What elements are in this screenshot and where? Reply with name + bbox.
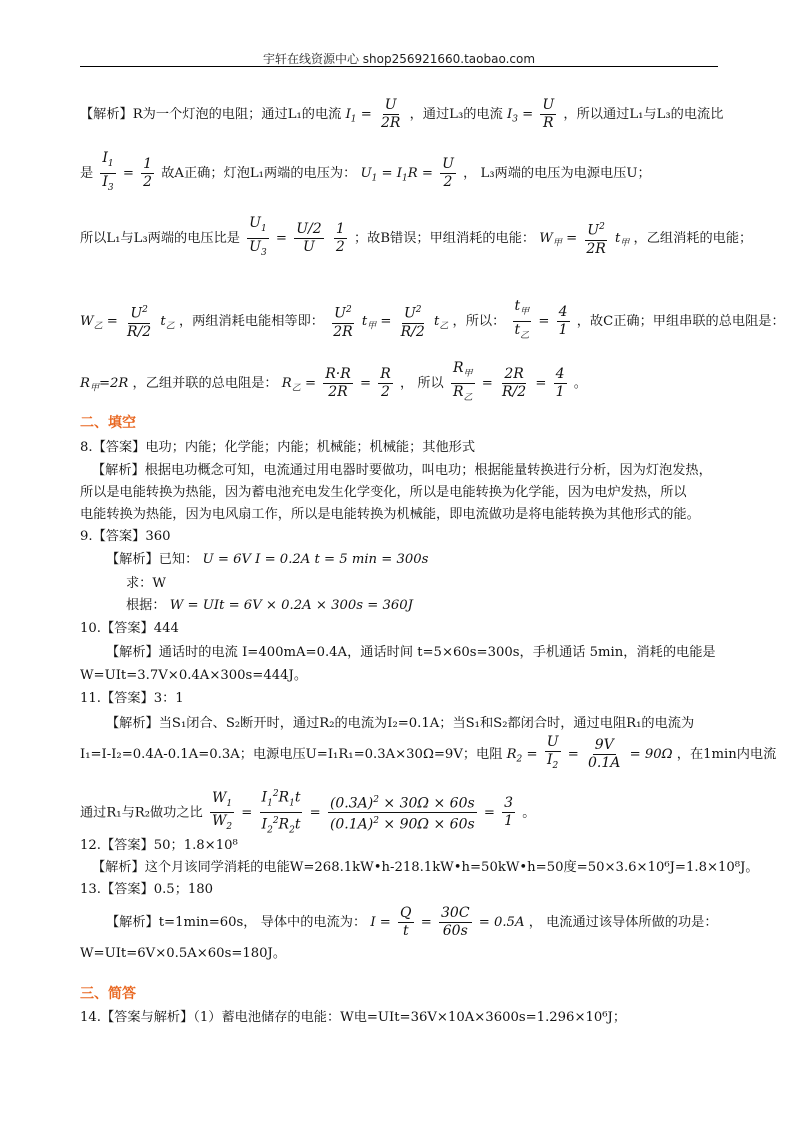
fraction: $\frac{30C}{60s}$ (441, 905, 470, 939)
q7-text: ，故C正确；甲组串联的总电阻是： (576, 313, 785, 329)
formula: = (275, 230, 287, 246)
q9-known-label: 【解析】已知： (106, 552, 199, 567)
q11-analysis-3 (80, 786, 535, 840)
q7-line-2 (80, 150, 651, 197)
q9-find: 求：W (126, 576, 166, 591)
q9-known (106, 548, 428, 567)
q9-known-values: U = 6V I = 0.2A t = 5 min = 300s (202, 552, 429, 567)
formula: $U_1 = I_1R$ = (360, 165, 433, 184)
q7-text: ，所以通过L₁与L₃的电流比 (563, 107, 724, 122)
formula: $t_乙$ (434, 313, 449, 332)
q11-text: 。 (522, 805, 536, 821)
fraction: $\frac{Q}{t}$ (400, 905, 412, 939)
fraction: $\frac{U_1}{U_3}$ (249, 215, 267, 258)
q7-text: ，乙组消耗的电能； (633, 230, 753, 246)
q7-text: 所以L₁与L₃两端的电压比是 (80, 230, 240, 246)
formula: = (309, 805, 321, 821)
q11-answer: 11.【答案】3：1 (80, 691, 184, 706)
q12-answer: 12.【答案】50；1.8×10⁸ (80, 838, 238, 853)
formula: = (122, 165, 134, 181)
formula: $I_3$ = (507, 107, 534, 125)
q7-line-5 (80, 360, 587, 407)
q9-answer: 9.【答案】360 (80, 529, 171, 544)
formula: $R_2$ = (506, 746, 538, 765)
fraction: $\frac{1}{2}$ (335, 220, 345, 255)
fraction: $\frac{R}{2}$ (380, 365, 391, 400)
q11-text: ，在1min内电流 (676, 746, 777, 762)
fraction: $\frac{R_甲}{R_乙}$ (452, 360, 473, 403)
formula: = 0.5A (478, 915, 525, 930)
formula: $t_甲$ (614, 230, 630, 249)
fraction: $\frac{4}{1}$ (555, 365, 565, 400)
fraction: $\frac{9V}{0.1A}$ (588, 736, 621, 771)
fraction: $\frac{U^2}{2R}$ (331, 302, 354, 341)
formula: $t_乙$ (160, 313, 175, 332)
formula: = (241, 805, 253, 821)
fraction: $\frac{I_1}{I_3}$ (102, 150, 114, 193)
fraction: $\frac{4}{1}$ (558, 303, 568, 338)
fraction: $\frac{W_1}{W_2}$ (211, 789, 233, 833)
q11-analysis-2 (80, 734, 776, 775)
formula: = (535, 375, 547, 391)
q13-analysis-2: W=UIt=6V×0.5A×60s=180J。 (80, 946, 287, 961)
fraction: $\frac{U}{R}$ (542, 97, 555, 131)
formula: = (420, 915, 432, 930)
formula: = 90Ω (629, 746, 673, 762)
formula: $R_乙$ = (281, 375, 316, 394)
formula: $I_1$ = (345, 107, 372, 125)
q11-analysis-1: 【解析】当S₁闭合、S₂断开时，通过R₂的电流为I₂=0.1A；当S₁和S₂都闭合时，通过电阻R₁的电流为 (106, 716, 695, 731)
q10-analysis-2: W=UIt=3.7V×0.4A×300s=444J。 (80, 668, 308, 683)
formula: = (481, 375, 493, 391)
q8-analysis-3: 电能转换为热能，因为电风扇工作，所以是电能转换为机械能，即电流做功是将电能转换为其他形式的能。 (80, 507, 700, 522)
q7-text: 。 (573, 375, 587, 391)
page-header: 宇轩在线资源中心 shop256921660.taobao.com (262, 52, 536, 66)
q8-analysis-1: 【解析】根据电功概念可知，电流通过用电器时要做功，叫电功；根据能量转换进行分析，因为灯泡发热， (92, 463, 712, 478)
fraction: $\frac{U}{2}$ (442, 155, 454, 190)
formula: = (567, 746, 579, 762)
q7-text: ；故B错误；甲组消耗的电能： (353, 230, 536, 246)
q7-line-4 (80, 298, 785, 345)
q14-analysis-1: 14.【答案与解析】（1）蓄电池储存的电能：W电=UIt=36V×10A×3600s=1.296×10⁶J； (80, 1010, 627, 1025)
q7-text: ，乙组并联的总电阻是： (132, 375, 278, 391)
q13-text: ， 电流通过该导体所做的功是： (528, 915, 718, 930)
fraction: $\frac{U}{2R}$ (380, 97, 401, 131)
fraction: $\frac{U^2}{2R}$ (584, 219, 607, 258)
q7-text: 【解析】R为一个灯泡的电阻；通过L₁的电流 (80, 107, 342, 122)
fraction: $\frac{U^2}{R/2}$ (399, 302, 427, 341)
q9-basis-label: 根据： (126, 598, 166, 613)
q7-text: 故A正确；灯泡L₁两端的电压为： (161, 165, 357, 181)
formula: $W_甲$ = (539, 230, 578, 249)
q7-text: ， L₃两端的电压为电源电压U； (463, 165, 651, 181)
q10-analysis-1: 【解析】通话时的电流 I=400mA=0.4A，通话时间 t=5×60s=300s，手机通话 5min，消耗的电能是 (106, 645, 716, 660)
q9-basis-formula: W = UIt = 6V × 0.2A × 300s = 360J (169, 598, 413, 613)
q13-text: 【解析】t=1min=60s， 导体中的电流为： (106, 915, 367, 930)
q7-text: 是 (80, 165, 94, 181)
q11-text: I₁=I-I₂=0.4A-0.1A=0.3A；电源电压U=I₁R₁=0.3A×30Ω=9V；电阻 (80, 746, 503, 762)
section-title-fill: 二、填空 (80, 415, 136, 431)
q7-line-3 (80, 215, 752, 262)
formula: = (359, 375, 372, 391)
q13-analysis-1 (106, 905, 718, 940)
q11-text: 通过R₁与R₂做功之比 (80, 805, 203, 821)
q9-basis (126, 594, 413, 613)
q10-answer: 10.【答案】444 (80, 621, 179, 636)
formula: = (483, 805, 495, 821)
fraction: $\frac{(0.3A)^2 \times 30\Omega \times 60s}{(0.1A)^2 \times 90\Omega \times 60s}$ (328, 792, 477, 834)
q8-answer: 8.【答案】电功；内能；化学能；内能；机械能；机械能；其他形式 (80, 440, 476, 455)
formula: $R_甲=2R$ (80, 375, 129, 394)
q7-text: ，通过L₃的电流 (409, 107, 503, 122)
section-title-short: 三、简答 (80, 986, 136, 1002)
q8-analysis-2: 所以是电能转换为热能，因为蓄电池充电发生化学变化，所以是电能转换为化学能，因为电炉发热，所以 (80, 485, 687, 500)
formula: I = (370, 915, 391, 930)
fraction: $\frac{I_1^2R_1t}{I_2^2R_2t}$ (260, 786, 303, 840)
q7-text: ，两组消耗电能相等即： (178, 313, 324, 329)
q7-text: ， 所以 (399, 375, 444, 391)
q12-analysis: 【解析】这个月该同学消耗的电能W=268.1kW•h-218.1kW•h=50kW•h=50度=50×3.6×10⁶J=1.8×10⁸J。 (92, 860, 759, 875)
header-rule (80, 66, 718, 67)
fraction: $\frac{1}{2}$ (143, 155, 153, 190)
formula: $W_乙$ = (80, 313, 118, 332)
formula: $t_甲$ = (361, 313, 392, 332)
fraction: $\frac{U^2}{R/2}$ (125, 302, 153, 341)
fraction: $\frac{2R}{R/2}$ (501, 365, 527, 400)
fraction: $\frac{U}{I_2}$ (546, 734, 559, 771)
fraction: $\frac{U/2}{U}$ (296, 220, 322, 255)
fraction: $\frac{R\cdot R}{2R}$ (325, 365, 351, 400)
fraction: $\frac{t_甲}{t_乙}$ (514, 298, 530, 341)
formula: = (538, 313, 550, 329)
q7-text: ，所以： (452, 313, 506, 329)
fraction: $\frac{3}{1}$ (504, 795, 514, 830)
q13-answer: 13.【答案】0.5；180 (80, 882, 214, 897)
q7-line-1 (80, 97, 723, 132)
